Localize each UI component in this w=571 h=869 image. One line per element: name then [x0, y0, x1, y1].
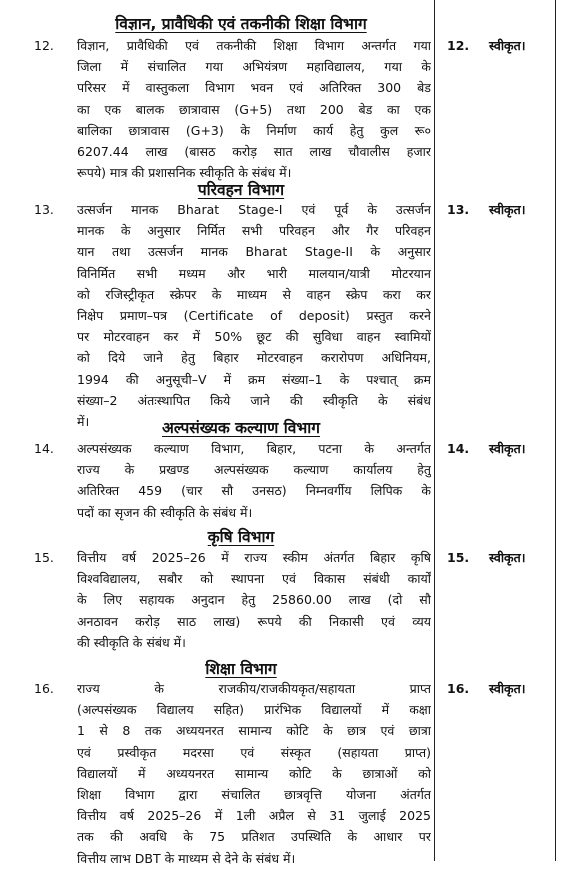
decision-number: 13. [447, 202, 470, 217]
decision-number: 14. [447, 441, 470, 456]
text-line: विश्वविद्यालय, सबौर को स्थापना एवं विकास संबंधी कार्यों [77, 571, 431, 587]
text-line: परिसर में वास्तुकला विभाग भवन एवं अतिरिक्त 300 बेड [77, 80, 431, 96]
text-line: वित्तीय लाभ DBT के माध्यम से देने के संबंध में। [77, 850, 296, 866]
text-line: विनिर्मित सभी मध्यम और भारी मालयान/यात्री मोटरयान [77, 265, 431, 281]
department-heading: परिवहन विभाग [197, 181, 285, 199]
decision-status: स्वीकृत। [489, 202, 526, 217]
text-line: अल्पसंख्यक कल्याण विभाग, बिहार, पटना के अन्तर्गत [77, 441, 431, 456]
text-line: उत्सर्जन मानक Bharat Stage-I एवं पूर्व के उत्सर्जन [77, 202, 431, 217]
text-line: एवं प्रस्वीकृत मदरसा एवं संस्कृत (सहायता प्राप्त) [77, 744, 431, 760]
text-line: 1994 की अनुसूची–V में क्रम संख्या–1 के पश्चात् क्रम [77, 371, 431, 387]
decision-number: 16. [447, 681, 470, 696]
text-line: वित्तीय वर्ष 2025–26 में 1ली अप्रैल से 31 जुलाई 2025 [77, 808, 431, 824]
item-number: 15. [34, 550, 54, 565]
item-description [77, 678, 431, 869]
text-line: संख्या–2 अंतःस्थापित किये जाने की स्वीकृति के संबंध [77, 392, 431, 408]
text-line: पर मोटरवाहन कर में 50% छूट की सुविधा वाहन स्वामियों [77, 329, 431, 345]
text-line: 1 से 8 तक अध्ययनरत सामान्य कोटि के छात्र एवं छात्रा [77, 723, 431, 739]
text-line: राज्य के प्रखण्ड अल्पसंख्यक कल्याण कार्यालय हेतु [77, 462, 431, 478]
item-number: 12. [34, 38, 54, 53]
decision-number: 12. [447, 38, 470, 53]
text-line: मानक के अनुसार निर्मित सभी परिवहन और गैर परिवहन [77, 223, 431, 239]
text-line: बालिका छात्रावास (G+3) के निर्माण कार्य हेतु कुल रू० [77, 122, 431, 138]
text-line: यान तथा उत्सर्जन मानक Bharat Stage-II के अनुसार [77, 244, 431, 260]
text-line: के लिए सहायक अनुदान हेतु 25860.00 लाख (दो सौ [77, 592, 431, 608]
column-divider-right [555, 0, 556, 861]
decision-status: स्वीकृत। [489, 681, 526, 696]
text-line: विद्यालयों में अध्ययनरत सामान्य कोटि के छात्राओं को [77, 765, 431, 781]
item-number: 13. [34, 202, 54, 217]
text-line: राज्य के राजकीय/राजकीयकृत/सहायता प्राप्त [77, 681, 431, 696]
text-line: शिक्षा विभाग द्वारा संचालित छात्रवृत्ति योजना अंतर्गत [77, 787, 431, 803]
text-line: पदों का सृजन की स्वीकृति के संबंध में। [77, 504, 253, 520]
text-line: का एक बालक छात्रावास (G+5) तथा 200 बेड का एक [77, 101, 431, 117]
text-line: को दिये जाने हेतु बिहार मोटरवाहन करारोपण अधिनियम, [77, 350, 431, 366]
text-line: को रजिस्ट्रीकृत स्क्रेपर के माध्यम से वाहन स्क्रेप करा कर [77, 286, 431, 302]
text-line: तक की अवधि के 75 प्रतिशत उपस्थिति के आधार पर [77, 829, 431, 845]
item-description [77, 547, 431, 653]
text-line: जिला में संचालित गया अभियंत्रण महाविद्यालय, गया के [77, 59, 431, 75]
item-description [77, 199, 431, 432]
department-heading: अल्पसंख्यक कल्याण विभाग [162, 419, 320, 437]
text-line: वित्तीय वर्ष 2025–26 में राज्य स्कीम अंतर्गत बिहार कृषि [77, 550, 431, 565]
text-line: की स्वीकृति के संबंध में। [77, 634, 186, 650]
text-line: निक्षेप प्रमाण–पत्र (Certificate of deposit) प्रस्तुत करने [77, 308, 431, 324]
text-line: विज्ञान, प्रावैधिकी एवं तकनीकी शिक्षा विभाग अन्तर्गत गया [77, 38, 431, 53]
text-line: अनठावन करोड़ साठ लाख) रूपये की निकासी एवं व्यय [77, 613, 431, 629]
department-heading: कृषि विभाग [207, 528, 275, 546]
text-line: में। [77, 414, 90, 430]
decision-number: 15. [447, 550, 470, 565]
text-line: 6207.44 लाख (बासठ करोड़ सात लाख चौवालीस हजार [77, 144, 431, 160]
text-line: अतिरिक्त 459 (चार सौ उनसठ) निम्नवर्गीय लिपिक के [77, 483, 431, 499]
item-number: 14. [34, 441, 54, 456]
item-description [77, 438, 431, 523]
decision-status: स्वीकृत। [489, 550, 526, 565]
department-heading: शिक्षा विभाग [205, 660, 277, 678]
item-description [77, 35, 431, 183]
decision-status: स्वीकृत। [489, 441, 526, 456]
column-divider-left [434, 0, 435, 861]
item-number: 16. [34, 681, 54, 696]
decision-status: स्वीकृत। [489, 38, 526, 53]
text-line: रूपये) मात्र की प्रशासनिक स्वीकृति के संबंध में। [77, 165, 292, 181]
text-line: (अल्पसंख्यक विद्यालय सहित) प्रारंभिक विद्यालयों में कक्षा [77, 702, 431, 718]
department-heading: विज्ञान, प्रावैधिकी एवं तकनीकी शिक्षा विभाग [115, 15, 367, 33]
